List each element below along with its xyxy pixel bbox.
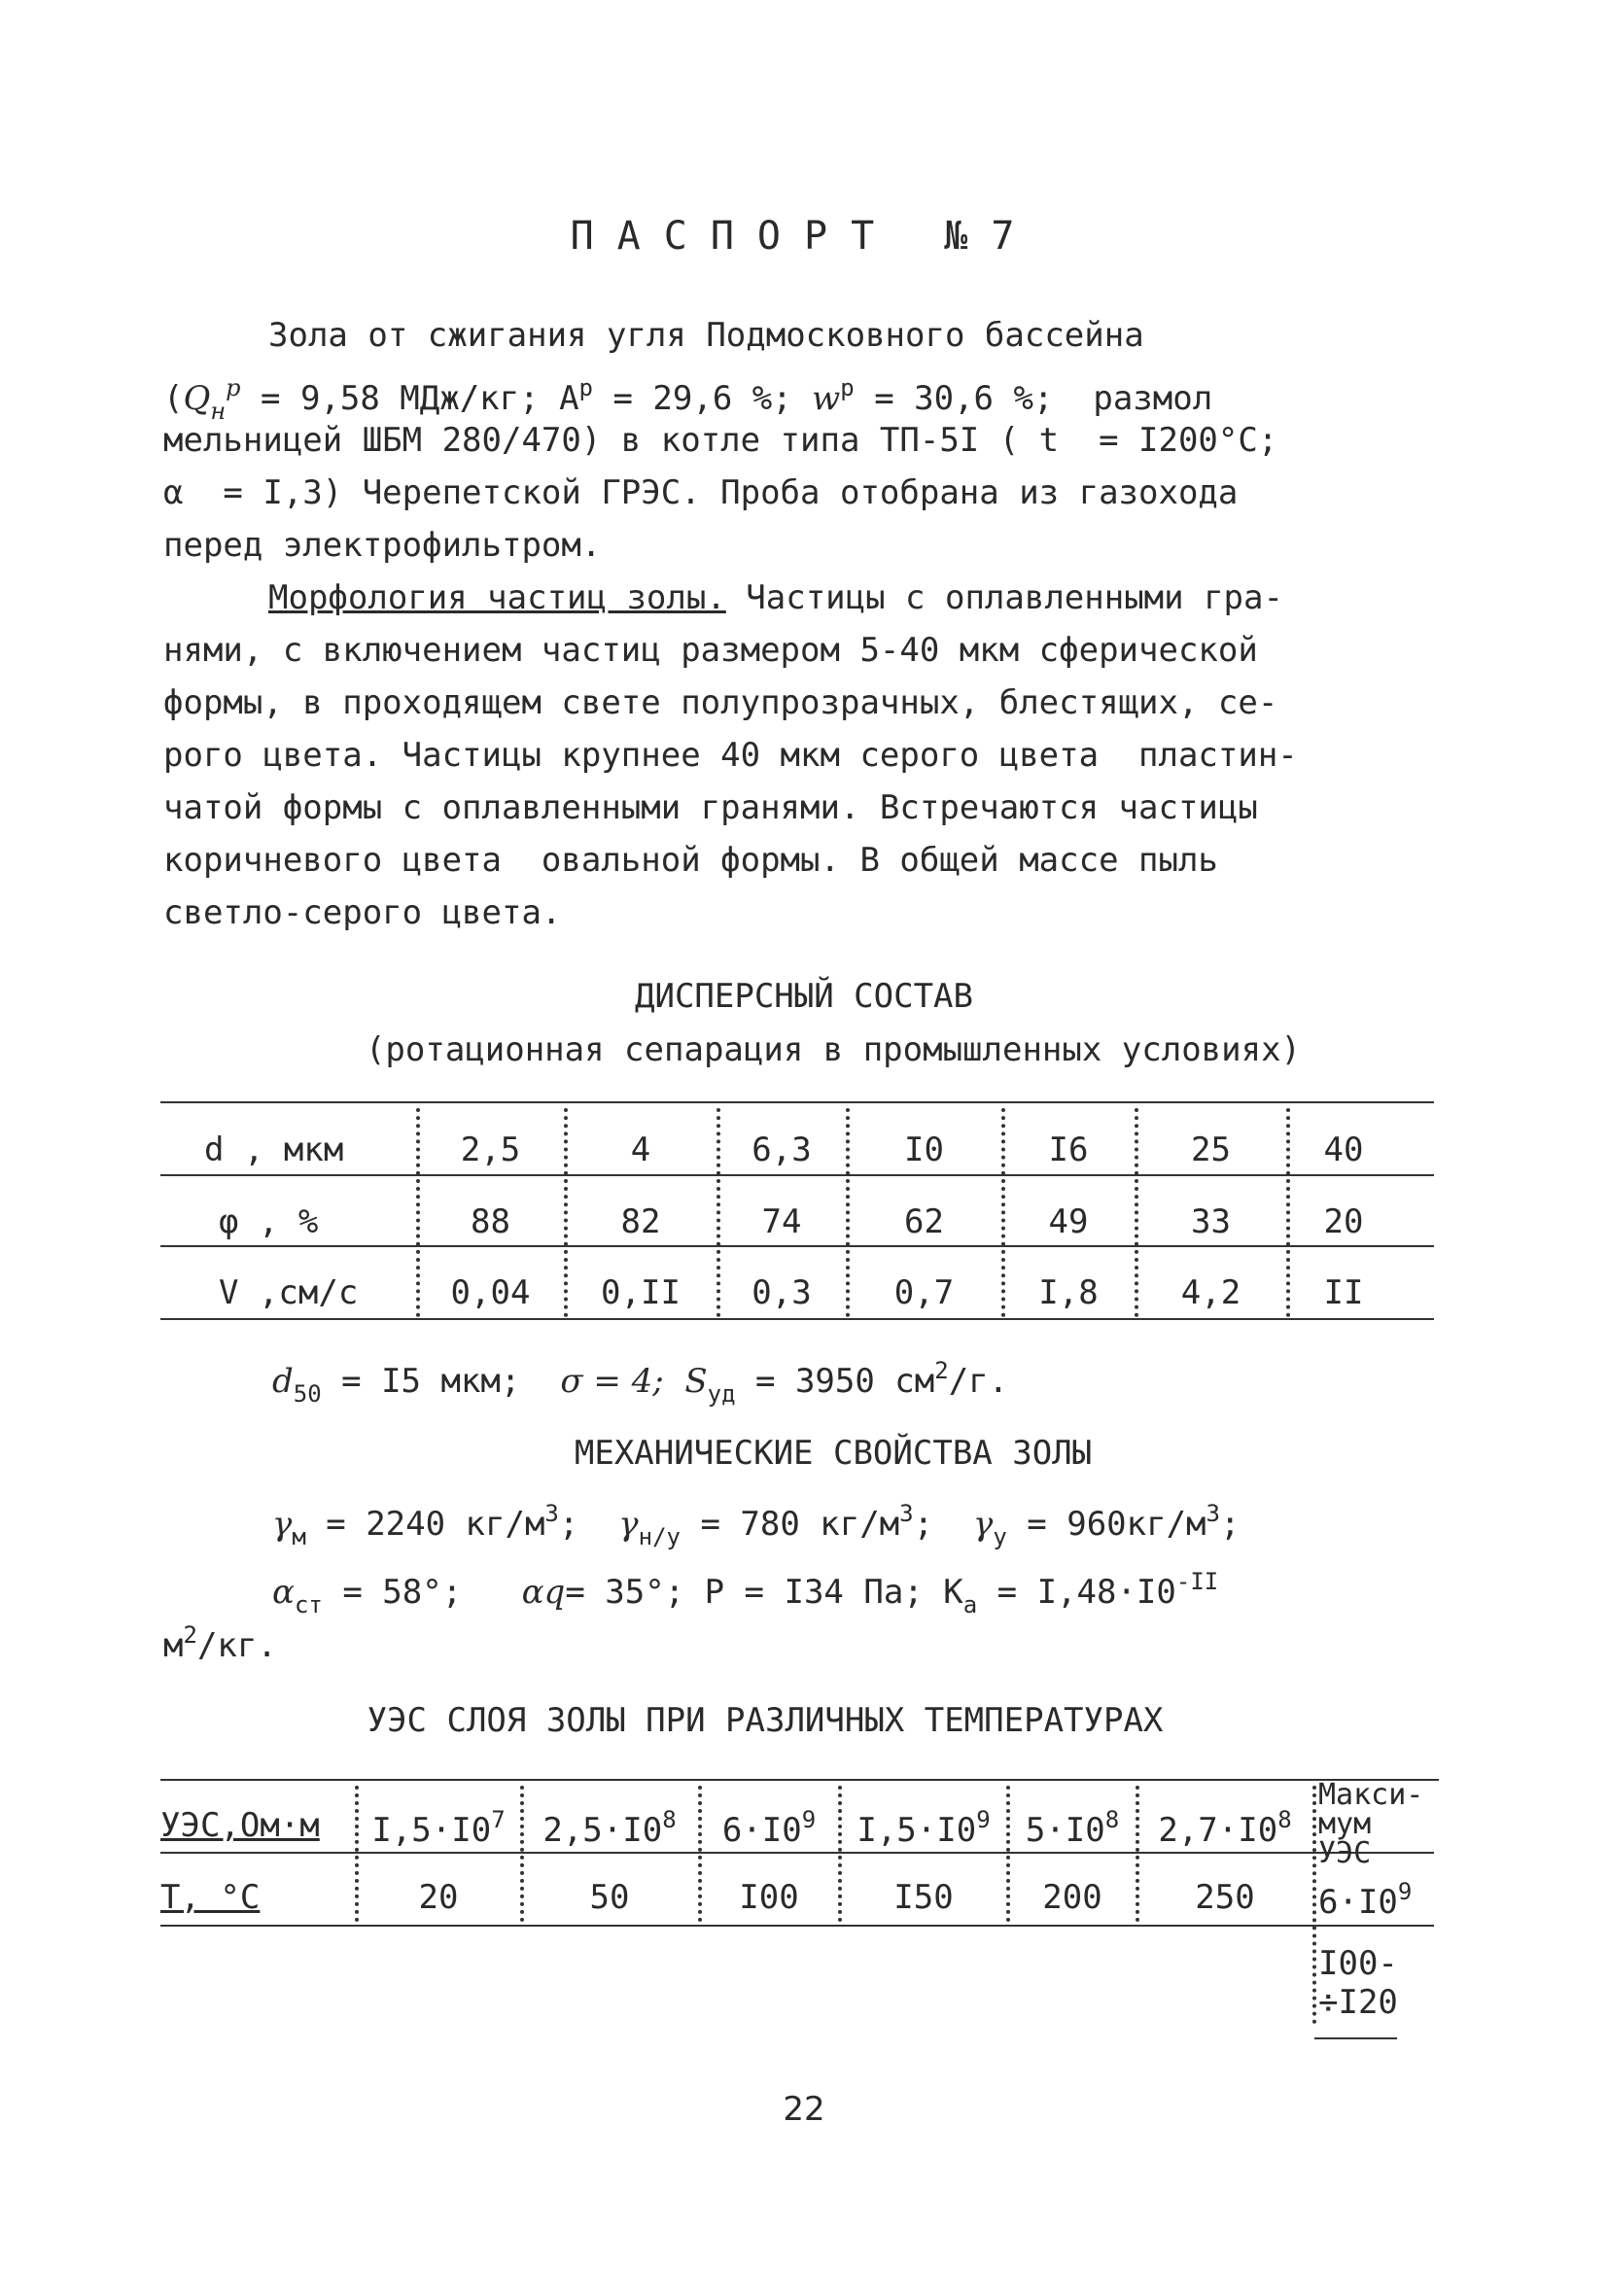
intro-paragraph <box>163 309 1447 362</box>
disp-cell: 0,04 <box>450 1273 531 1312</box>
disp-cell: 4,2 <box>1180 1273 1241 1312</box>
intro-line-3: мельницей ШБМ 280/470) в котле типа ТП-5I ( t = I200°C; <box>163 421 1278 460</box>
morph-line-6: коричневого цвета овальной формы. В общей массе пыль <box>163 841 1218 880</box>
ues-cell: I00 <box>739 1878 799 1917</box>
morph-line-3: формы, в проходящем свете полупрозрачных, блестящих, се- <box>163 683 1278 722</box>
ues-top-rule <box>160 1779 1439 1781</box>
disp-cell: 2,5 <box>460 1131 521 1169</box>
morph-heading: Морфология частиц золы. <box>268 578 726 617</box>
ues-rule-2 <box>160 1925 1434 1927</box>
q-symbol: $Q_н^р$ <box>183 374 241 425</box>
disp-cell: 0,II <box>601 1273 681 1312</box>
ues-max-temp: I00- ÷I20 <box>1318 1944 1398 2022</box>
ues-cell: $I,5\cdot I0^9$ <box>856 1806 991 1850</box>
intro-line-5: перед электрофильтром. <box>163 526 602 565</box>
disp-cell: 62 <box>904 1202 944 1241</box>
ues-max-rule <box>1314 2037 1397 2039</box>
disp-cell: 20 <box>1323 1202 1364 1241</box>
ues-cell: 250 <box>1195 1878 1255 1917</box>
disp-cell: 82 <box>620 1202 661 1241</box>
morph-line-5: чатой формы с оплавленными гранями. Встречаются частицы <box>163 788 1258 827</box>
ues-max-header: Макси- мум УЭС <box>1318 1778 1424 1870</box>
disp-table-rule-2 <box>160 1245 1434 1247</box>
morph-line-1: Морфология частиц золы. Частицы с оплавленными гра- <box>268 578 1283 617</box>
ues-cell: $6\cdot I0^9$ <box>721 1806 817 1850</box>
disp-table-rule-1 <box>160 1174 1434 1176</box>
disp-cell: 6,3 <box>752 1131 812 1169</box>
ues-cell: $I,5\cdot I0^7$ <box>371 1806 506 1850</box>
intro-line-4: α = I,3) Черепетской ГРЭС. Проба отобрана из газохода <box>163 473 1239 512</box>
disp-cell: I,8 <box>1038 1273 1099 1312</box>
ues-rule-1 <box>160 1852 1434 1854</box>
intro-line-2: ($Q_н^р = 9,58$ МДж/кг; $А^р = 29,6$ %; $w^р = 30,6$ %; размол <box>163 374 1213 425</box>
ues-cell: $2,7\cdot I0^8$ <box>1158 1806 1292 1850</box>
disp-cell: II <box>1323 1273 1364 1312</box>
morph-line-4: рого цвета. Частицы крупнее 40 мкм серого цвета пластин- <box>163 736 1298 775</box>
morph-line-7: светло-серого цвета. <box>163 893 562 932</box>
ues-cell: I50 <box>893 1878 954 1917</box>
ues-row-label: Т, °С <box>160 1878 261 1917</box>
disp-table-bottom-rule <box>160 1318 1434 1320</box>
disp-row-label-v: V ,см/с <box>219 1273 359 1312</box>
morph-line-2: нями, с включением частиц размером 5-40 мкм сферической <box>163 631 1258 670</box>
disp-cell: 33 <box>1191 1202 1231 1241</box>
mech-title: МЕХАНИЧЕСКИЕ СВОЙСТВА ЗОЛЫ <box>574 1434 1093 1473</box>
ues-cell: $2,5\cdot I0^8$ <box>542 1806 677 1850</box>
disp-title: ДИСПЕРСНЫЙ СОСТАВ <box>635 977 973 1016</box>
disp-cell: I0 <box>904 1131 944 1169</box>
ues-cell: 50 <box>589 1878 630 1917</box>
disp-cell: 4 <box>630 1131 651 1169</box>
disp-cell: 49 <box>1048 1202 1089 1241</box>
ues-max-value: $6\cdot I0^9$ <box>1318 1878 1413 1922</box>
disp-cell: I6 <box>1048 1131 1089 1169</box>
mech-line-3: $м^2/кг$. <box>163 1621 277 1665</box>
disp-cell: 88 <box>471 1202 510 1241</box>
disp-row-label-d: d , мкм <box>204 1131 344 1169</box>
disp-subtitle: (ротационная сепарация в промышленных условиях) <box>365 1030 1302 1069</box>
disp-row-label-phi: φ , % <box>219 1202 319 1241</box>
intro-line-1: Зола от сжигания угля Подмосковного бассейна <box>268 316 1144 355</box>
disp-cell: 40 <box>1323 1131 1364 1169</box>
ues-cell: $5\cdot I0^8$ <box>1025 1806 1120 1850</box>
page-number: 22 <box>783 2090 825 2129</box>
disp-cell: 0,3 <box>752 1273 812 1312</box>
passport-title: ПАСПОРТ №7 <box>570 214 1038 259</box>
mech-line-1: $\gamma_м = 2240$ $кг/м^3$; $\gamma_{н/у} = 780$ $кг/м^3$; $\gamma_у = 960кг/м^3$; <box>272 1500 1241 1550</box>
disp-table-top-rule <box>160 1101 1434 1103</box>
ues-col-sep-max <box>1312 1786 1316 2024</box>
disp-cell: 25 <box>1191 1131 1231 1169</box>
disp-cell: 74 <box>761 1202 802 1241</box>
disp-cell: 0,7 <box>893 1273 955 1312</box>
ues-cell: 200 <box>1042 1878 1102 1917</box>
mech-line-2: $\alpha_{ст} = 58^\circ$; αq= 35°; Р = I34 Па; $К_а = I,48\cdot I0^{-II}$ <box>272 1568 1219 1618</box>
ues-row-label: УЭС,Ом·м <box>160 1806 320 1845</box>
disp-summary: $d_{50} = I5$ мкм; σ = 4; $S_{уд} = 3950$ $см^2/г$. <box>272 1357 1009 1408</box>
ues-cell: 20 <box>418 1878 459 1917</box>
ues-title: УЭС СЛОЯ ЗОЛЫ ПРИ РАЗЛИЧНЫХ ТЕМПЕРАТУРАХ <box>367 1701 1164 1740</box>
